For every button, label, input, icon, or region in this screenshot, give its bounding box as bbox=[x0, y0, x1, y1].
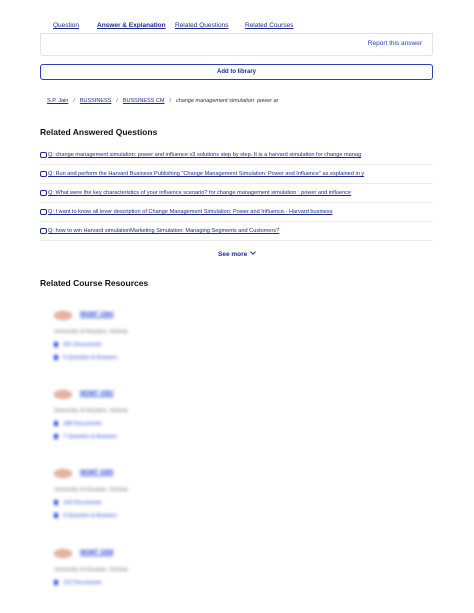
university-logo-icon bbox=[54, 390, 72, 399]
course-code-link[interactable]: MGMT 3308 bbox=[80, 550, 114, 556]
qa-icon bbox=[54, 513, 58, 518]
question-icon bbox=[40, 190, 47, 196]
see-more-label: See more bbox=[218, 251, 248, 258]
breadcrumb bbox=[47, 98, 278, 104]
course-code-link[interactable]: MGMT 3362 bbox=[80, 391, 114, 397]
breadcrumb-current: change management simulation: power ar bbox=[175, 98, 279, 104]
related-questions-heading: Related Answered Questions bbox=[40, 127, 158, 137]
course-university: University of Houston, Victoria bbox=[54, 408, 128, 414]
related-question-link[interactable]: Q: I want to know all lever description of Change Management Simulation: Power and Influence.- Harvard business bbox=[48, 209, 333, 215]
answer-card bbox=[40, 34, 433, 56]
document-icon bbox=[54, 421, 58, 426]
qa-icon bbox=[54, 355, 58, 360]
related-question-item[interactable] bbox=[40, 203, 433, 222]
report-answer-link[interactable]: Report this answer bbox=[367, 40, 422, 47]
qa-icon bbox=[54, 434, 58, 439]
see-more-button[interactable] bbox=[218, 251, 255, 258]
chevron-down-icon bbox=[250, 249, 256, 255]
related-question-item[interactable] bbox=[40, 146, 433, 165]
course-documents[interactable]: 201 Documents bbox=[54, 342, 102, 348]
course-documents[interactable]: 143 Documents bbox=[54, 500, 102, 506]
related-question-link[interactable]: Q: What were the key characteristics of your influence scenario? for change management simulation : power and influence bbox=[48, 190, 352, 196]
related-question-link[interactable]: Q: change management simulation: power and influence v3 solutions step by step. It is a harvard simulation for change manag bbox=[48, 152, 362, 158]
breadcrumb-separator: / bbox=[73, 98, 75, 104]
question-icon bbox=[40, 171, 47, 177]
document-icon bbox=[54, 500, 58, 505]
university-logo-icon bbox=[54, 549, 72, 558]
course-university: University of Houston, Victoria bbox=[54, 567, 128, 573]
document-icon bbox=[54, 342, 58, 347]
breadcrumb-separator: / bbox=[116, 98, 118, 104]
related-question-link[interactable]: Q: how to win Harvard simulationMarketing Simulation: Managing Segments and Customers? bbox=[48, 228, 280, 234]
tab-answer-explanation[interactable]: Answer & Explanation bbox=[97, 22, 166, 29]
course-qa[interactable]: 3 Question & Answers bbox=[54, 513, 117, 519]
add-to-library-button[interactable]: Add to library bbox=[40, 64, 433, 80]
question-icon bbox=[40, 209, 47, 215]
related-question-item[interactable] bbox=[40, 184, 433, 203]
course-university: University of Houston, Victoria bbox=[54, 329, 128, 335]
breadcrumb-course[interactable]: BUSSINESS CM bbox=[122, 98, 165, 104]
breadcrumb-subject[interactable]: BUSSINESS bbox=[79, 98, 112, 104]
course-documents[interactable]: 122 Documents bbox=[54, 580, 102, 586]
university-logo-icon bbox=[54, 311, 72, 320]
course-code-link[interactable]: MGMT 3364 bbox=[80, 312, 114, 318]
document-icon bbox=[54, 580, 58, 585]
tab-question[interactable]: Question bbox=[53, 22, 80, 29]
course-code-link[interactable]: MGMT 4300 bbox=[80, 470, 114, 476]
course-qa[interactable]: 7 Question & Answers bbox=[54, 434, 117, 440]
course-qa[interactable]: 9 Question & Answers bbox=[54, 355, 117, 361]
tab-related-questions[interactable]: Related Questions bbox=[175, 22, 229, 29]
breadcrumb-separator: / bbox=[169, 98, 171, 104]
related-questions-list bbox=[40, 146, 433, 241]
related-courses-heading: Related Course Resources bbox=[40, 278, 149, 288]
breadcrumb-school[interactable]: S.P. Jain bbox=[47, 98, 69, 104]
question-icon bbox=[40, 152, 47, 158]
related-question-link[interactable]: Q: Run and perform the Harvard Business Publishing "Change Management Simulation: Power and Influence" as explained in y bbox=[48, 171, 365, 177]
question-icon bbox=[40, 228, 47, 234]
related-question-item[interactable] bbox=[40, 165, 433, 184]
related-question-item[interactable] bbox=[40, 222, 433, 241]
course-university: University of Houston, Victoria bbox=[54, 487, 128, 493]
tab-bar bbox=[40, 20, 433, 34]
course-documents[interactable]: 188 Documents bbox=[54, 421, 102, 427]
tab-related-courses[interactable]: Related Courses bbox=[245, 22, 294, 29]
university-logo-icon bbox=[54, 469, 72, 478]
